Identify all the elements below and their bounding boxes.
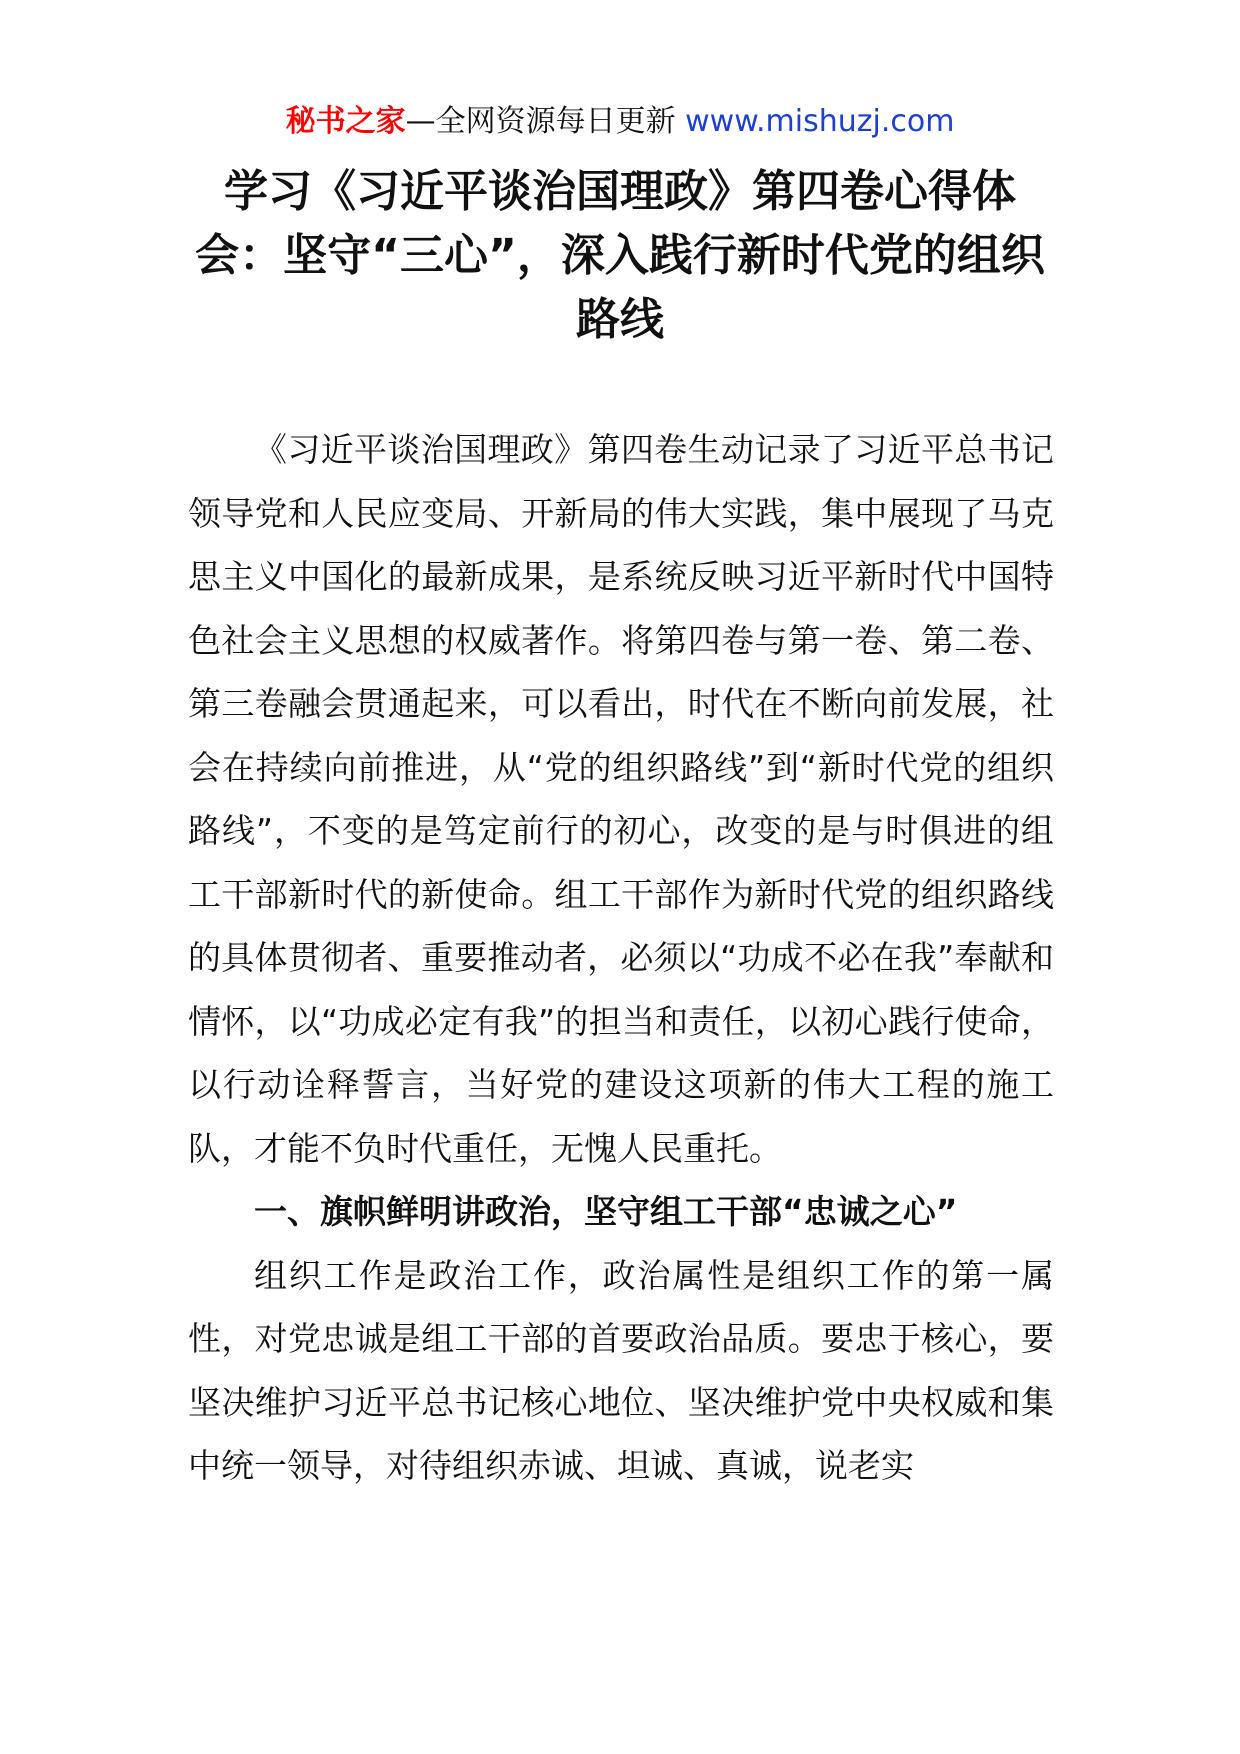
intro-paragraph: 《习近平谈治国理政》第四卷生动记录了习近平总书记领导党和人民应变局、开新局的伟大实践，集中展现了马克思主义中国化的最新成果，是系统反映习近平新时代中国特色社会主义思想的权威著作。将第四卷与第一卷、第二卷、第三卷融会贯通起来，可以看出，时代在不断向前发展，社会在持续向前推进，从“党的组织路线”到“新时代党的组织路线”，不变的是笃定前行的初心，改变的是与时俱进的组工干部新时代的新使命。组工干部作为新时代党的组织路线的具体贯彻者、重要推动者，必须以“功成不必在我”奉献和情怀，以“功成必定有我”的担当和责任，以初心践行使命，以行动诠释誓言，当好党的建设这项新的伟大工程的施工队，才能不负时代重任，无愧人民重托。 (188, 430, 1054, 1168)
section-paragraph: 组织工作是政治工作，政治属性是组织工作的第一属性，对党忠诚是组工干部的首要政治品质。要忠于核心，要坚决维护习近平总书记核心地位、坚决维护党中央权威和集中统一领导，对待组织赤诚、坦诚、真诚，说老实 (188, 1255, 1054, 1485)
site-name: 秘书之家 (285, 104, 406, 139)
document-title: 学习《习近平谈治国理政》第四卷心得体会：坚守“三心”，深入践行新时代党的组织路线 (195, 166, 1045, 345)
document-body (188, 418, 1054, 1498)
site-url-link[interactable]: www.mishuzj.com (685, 104, 955, 139)
site-slogan: —全网资源每日更新 (405, 104, 686, 139)
site-header (0, 100, 1240, 144)
section-heading: 一、旗帜鲜明讲政治，坚守组工干部“忠诚之心” (254, 1192, 958, 1231)
